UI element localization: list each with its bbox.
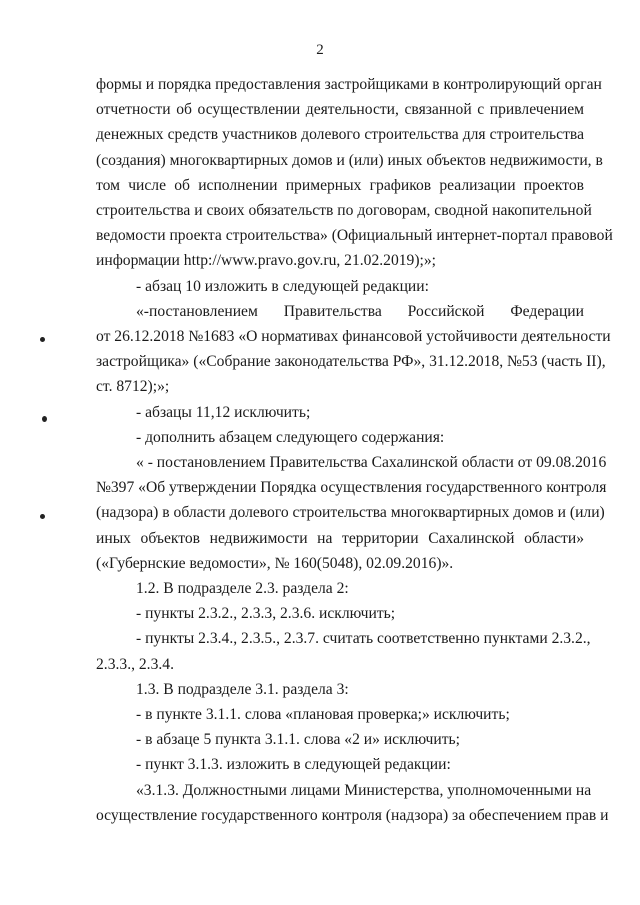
text-line: - пункты 2.3.4., 2.3.5., 2.3.7. считать соответственно пунктами 2.3.2., bbox=[136, 630, 591, 648]
text-line: формы и порядка предоставления застройщиками в контролирующий орган bbox=[96, 76, 602, 93]
paragraph bbox=[96, 601, 584, 626]
paragraph bbox=[96, 626, 591, 676]
paragraph bbox=[96, 702, 584, 727]
text-line: иных объектов недвижимости на территории Сахалинской области» bbox=[96, 529, 584, 547]
text-line: («Губернские ведомости», № 160(5048), 02.09.2016)». bbox=[96, 554, 454, 572]
text-line: застройщика» («Собрание законодательства РФ», 31.12.2018, №53 (часть II), bbox=[96, 353, 606, 371]
text-line: информации http://www.pravo.gov.ru, 21.02.2019);»; bbox=[96, 252, 436, 270]
paragraph bbox=[96, 400, 584, 425]
paragraph bbox=[96, 778, 609, 828]
text-line: - абзацы 11,12 исключить; bbox=[136, 403, 311, 421]
text-line: том числе об исполнении примерных графиков реализации проектов bbox=[96, 176, 584, 194]
text-line: денежных средств участников долевого строительства для строительства bbox=[96, 126, 584, 144]
paragraph bbox=[96, 72, 613, 274]
scan-speck bbox=[40, 337, 45, 342]
text-line: « - постановлением Правительства Сахалинской области от 09.08.2016 bbox=[136, 454, 607, 472]
text-line: 2.3.3., 2.3.4. bbox=[96, 655, 174, 673]
text-line: ст. 8712);»; bbox=[96, 378, 170, 396]
text-line: «-постановлением Правительства Российской Федерации bbox=[136, 302, 584, 320]
paragraph bbox=[96, 677, 584, 702]
text-line: отчетности об осуществлении деятельности, связанной с привлечением bbox=[96, 101, 584, 119]
text-line: ведомости проекта строительства» (Официальный интернет-портал правовой bbox=[96, 227, 613, 245]
paragraph bbox=[96, 752, 584, 777]
text-line: №397 «Об утверждении Порядка осуществления государственного контроля bbox=[96, 479, 607, 497]
text-line: - дополнить абзацем следующего содержания: bbox=[136, 428, 445, 446]
text-line: (создания) многоквартирных домов и (или) иных объектов недвижимости, в bbox=[96, 151, 603, 169]
text-line: от 26.12.2018 №1683 «О нормативах финансовой устойчивости деятельности bbox=[96, 328, 611, 346]
paragraph bbox=[96, 727, 584, 752]
text-line: 1.3. В подразделе 3.1. раздела 3: bbox=[136, 680, 349, 698]
text-line: строительства и своих обязательств по договорам, сводной накопительной bbox=[96, 202, 592, 220]
document-body bbox=[96, 72, 613, 828]
paragraph bbox=[96, 425, 584, 450]
text-line: «3.1.3. Должностными лицами Министерства, уполномоченными на bbox=[136, 781, 592, 799]
paragraph bbox=[96, 299, 611, 400]
text-line: - абзац 10 изложить в следующей редакции: bbox=[136, 277, 429, 295]
text-line: - в пункте 3.1.1. слова «плановая проверка;» исключить; bbox=[136, 706, 510, 724]
scan-speck bbox=[40, 514, 45, 519]
text-line: осуществление государственного контроля (надзора) за обеспечением прав и bbox=[96, 806, 609, 824]
text-line: - пункты 2.3.2., 2.3.3, 2.3.6. исключить; bbox=[136, 605, 396, 623]
scan-speck bbox=[42, 416, 47, 422]
text-line: - пункт 3.1.3. изложить в следующей редакции: bbox=[136, 756, 451, 774]
paragraph bbox=[96, 450, 607, 576]
paragraph bbox=[96, 274, 584, 299]
text-line: 1.2. В подразделе 2.3. раздела 2: bbox=[136, 580, 349, 598]
text-line: - в абзаце 5 пункта 3.1.1. слова «2 и» исключить; bbox=[136, 731, 460, 749]
page-number: 2 bbox=[316, 42, 324, 58]
text-line: (надзора) в области долевого строительства многоквартирных домов и (или) bbox=[96, 504, 605, 522]
paragraph bbox=[96, 576, 584, 601]
